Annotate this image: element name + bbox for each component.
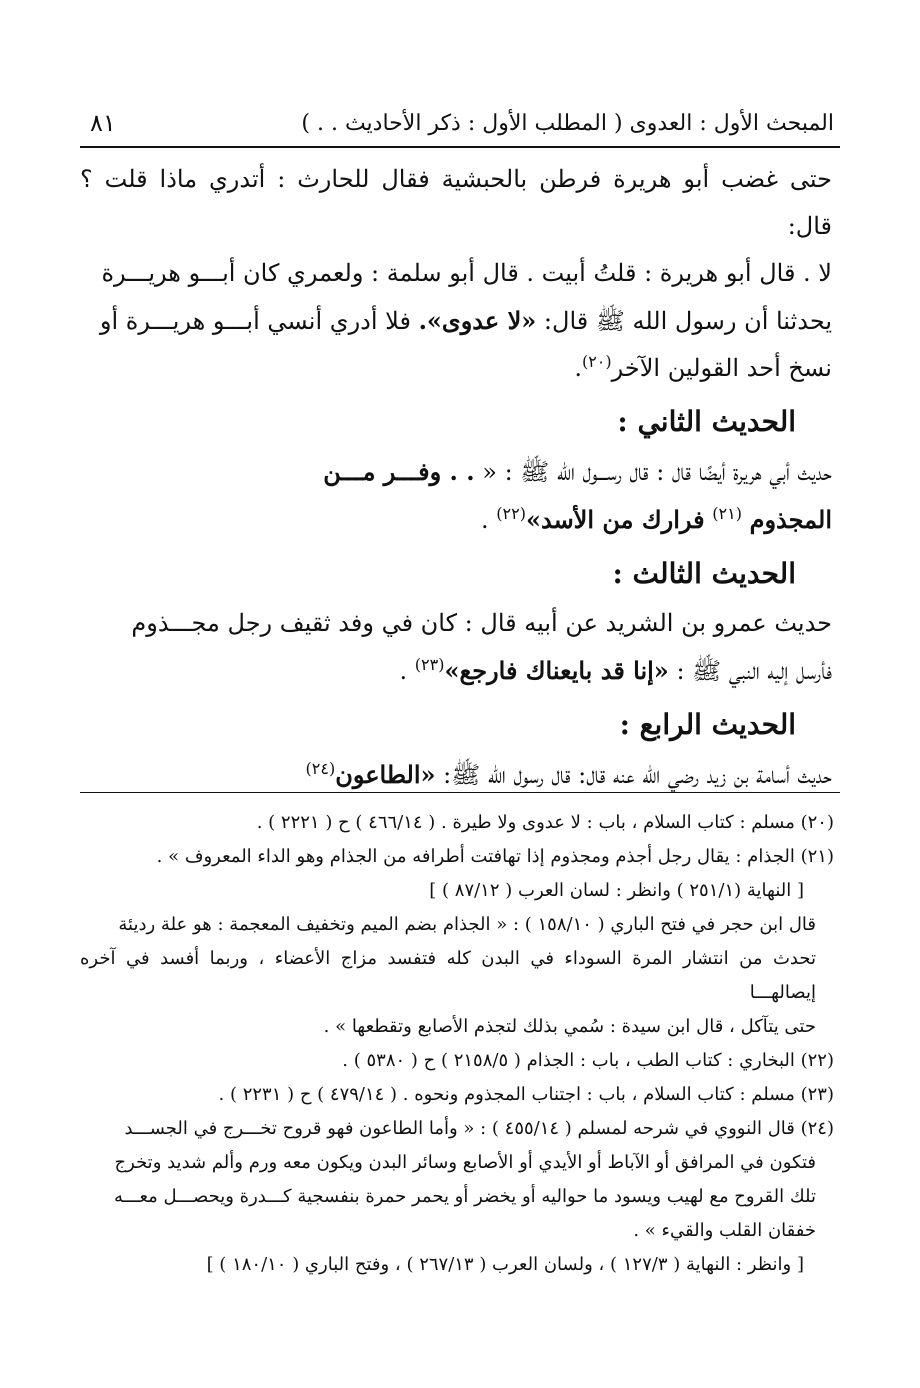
book-page <box>80 0 840 1388</box>
footnote-21-line-3: قال ابن حجر في فتح الباري ( ١٥٨/١٠ ) : « الجذام بضم الميم وتخفيف المعجمة : هو علة رديئة <box>118 914 816 935</box>
footnote-21-line-1: (٢١) الجذام : يقال رجل أجذم ومجذوم إذا تهافتت أطرافه من الجذام وهو الداء المعروف » . <box>156 846 834 867</box>
footnote-24-line-1: (٢٤) قال النووي في شرحه لمسلم ( ٤٥٥/١٤ ) : « وأما الطاعون فهو قروح تخـــرج في الجســـد <box>124 1118 834 1139</box>
intro-line-3 <box>80 297 840 345</box>
hadith-2-quote-majdhum: المجذوم <box>749 505 832 534</box>
heading-hadith-2: الحديث الثاني : <box>617 405 796 438</box>
intro-line-3-text: يحدثنا أن رسول الله ﷺ قال: <box>543 307 832 335</box>
intro-line-3-text-end: فلا أدري أنسي أبـــو هريـــرة أو <box>99 307 411 335</box>
intro-line-4 <box>80 345 840 392</box>
hadith-2-quote-end: فرارك من الأسد» <box>525 505 705 534</box>
hadith-2-line-2-end: . <box>481 506 489 534</box>
hadith-2-line-1 <box>80 448 840 496</box>
intro-line-4-text: نسخ أحد القولين الآخر <box>611 354 832 382</box>
footnote-ref-24[interactable]: (٢٤) <box>305 759 336 778</box>
hadith-3-line-2-text: فأرسل إليه النبي ﷺ : <box>676 657 832 685</box>
intro-line-2: لا . قال أبو هريرة : قلتُ أبيت . قال أبو سلمة : ولعمري كان أبـــو هريـــرة <box>101 259 832 287</box>
main-text <box>80 156 840 799</box>
footnotes <box>80 806 840 1282</box>
footnote-ref-21[interactable]: (٢١) <box>712 504 742 523</box>
hadith-3-line-1: حديث عمرو بن الشريد عن أبيه قال : كان في وفد ثقيف رجل مجـــذوم <box>131 609 832 637</box>
hadith-4-line-1-text: حديث أسامة بن زيد رضي الله عنه قال: قال رسول الله ﷺ: <box>443 761 832 789</box>
footnote-ref-20[interactable]: (٢٠) <box>581 352 612 371</box>
hadith-quote-la-adwa: «لا عدوى». <box>418 306 537 335</box>
footnote-24-line-3: تلك القروح مع لهيب ويسود ما حواليه أو يخضر أو يحمر حمرة بنفسجية كـــدرة ويحصـــل معـــه <box>114 1186 816 1207</box>
footnote-21-line-5: حتى يتآكل ، قال ابن سيدة : سُمي بذلك لتجذم الأصابع وتقطعها » . <box>323 1016 816 1037</box>
footnote-20: (٢٠) مسلم : كتاب السلام ، باب : لا عدوى ولا طيرة . ( ٤٦٦/١٤ ) ح ( ٢٢٢١ ) . <box>256 812 834 833</box>
page-number: ٨١ <box>90 109 116 137</box>
footnote-ref-22[interactable]: (٢٢) <box>496 504 526 523</box>
footnote-24-line-4: خفقان القلب والقيء » . <box>633 1220 816 1241</box>
running-header <box>80 106 840 140</box>
hadith-3-line-2-end: . <box>399 657 408 685</box>
heading-hadith-3: الحديث الثالث : <box>612 557 796 590</box>
heading-hadith-4: الحديث الرابع : <box>619 708 796 741</box>
footnote-22: (٢٢) البخاري : كتاب الطب ، باب : الجذام ( ٢١٥٨/٥ ) ح ( ٥٣٨٠ ) . <box>342 1050 834 1071</box>
intro-line-1: حتى غضب أبو هريرة فرطن بالحبشية فقال للحارث : أتدري ماذا قلت ؟ قال: <box>80 165 832 240</box>
footnote-divider <box>80 792 840 793</box>
hadith-4-quote: «الطاعون <box>335 760 436 789</box>
footnote-23: (٢٣) مسلم : كتاب السلام ، باب : اجتناب المجذوم ونحوه . ( ٤٧٩/١٤ ) ح ( ٢٢٣١ ) . <box>218 1084 834 1105</box>
footnote-24-line-5: [ وانظر : النهاية ( ١٢٧/٣ ) ، ولسان العرب ( ٢٦٧/١٣ ) ، وفتح الباري ( ١٨٠/١٠ ) ] <box>206 1254 804 1275</box>
hadith-3-quote: «إنا قد بايعناك فارجع» <box>444 656 669 685</box>
footnote-21-line-2: [ النهاية (٢٥١/١ ) وانظر : لسان العرب ( ٨٧/١٢ ) ] <box>429 880 804 901</box>
hadith-2-line-1-text: حديث أبي هريرة أيضًا قال : قال رســـول الله ﷺ : « <box>482 458 832 486</box>
footnote-24-line-2: فتكون في المرافق أو الآباط أو الأيدي أو الأصابع وسائر البدن ويكون معه ورم وألم شديد وتخرج <box>114 1152 816 1173</box>
hadith-3-line-2 <box>80 647 840 695</box>
running-header-title: المبحث الأول : العدوى ( المطلب الأول : ذكر الأحاديث . . ) <box>301 110 834 136</box>
hadith-2-line-2 <box>80 496 840 544</box>
footnote-ref-23[interactable]: (٢٣) <box>414 655 445 674</box>
header-divider <box>80 146 840 148</box>
hadith-2-quote-start: . . وفـــر مـــن <box>323 457 475 486</box>
intro-line-4-end: . <box>574 354 582 382</box>
footnote-21-line-4: تحدث من انتشار المرة السوداء في البدن كله فتفسد مزاج الأعضاء ، وربما أفسد في آخره إيصالهـــا <box>80 948 816 1003</box>
